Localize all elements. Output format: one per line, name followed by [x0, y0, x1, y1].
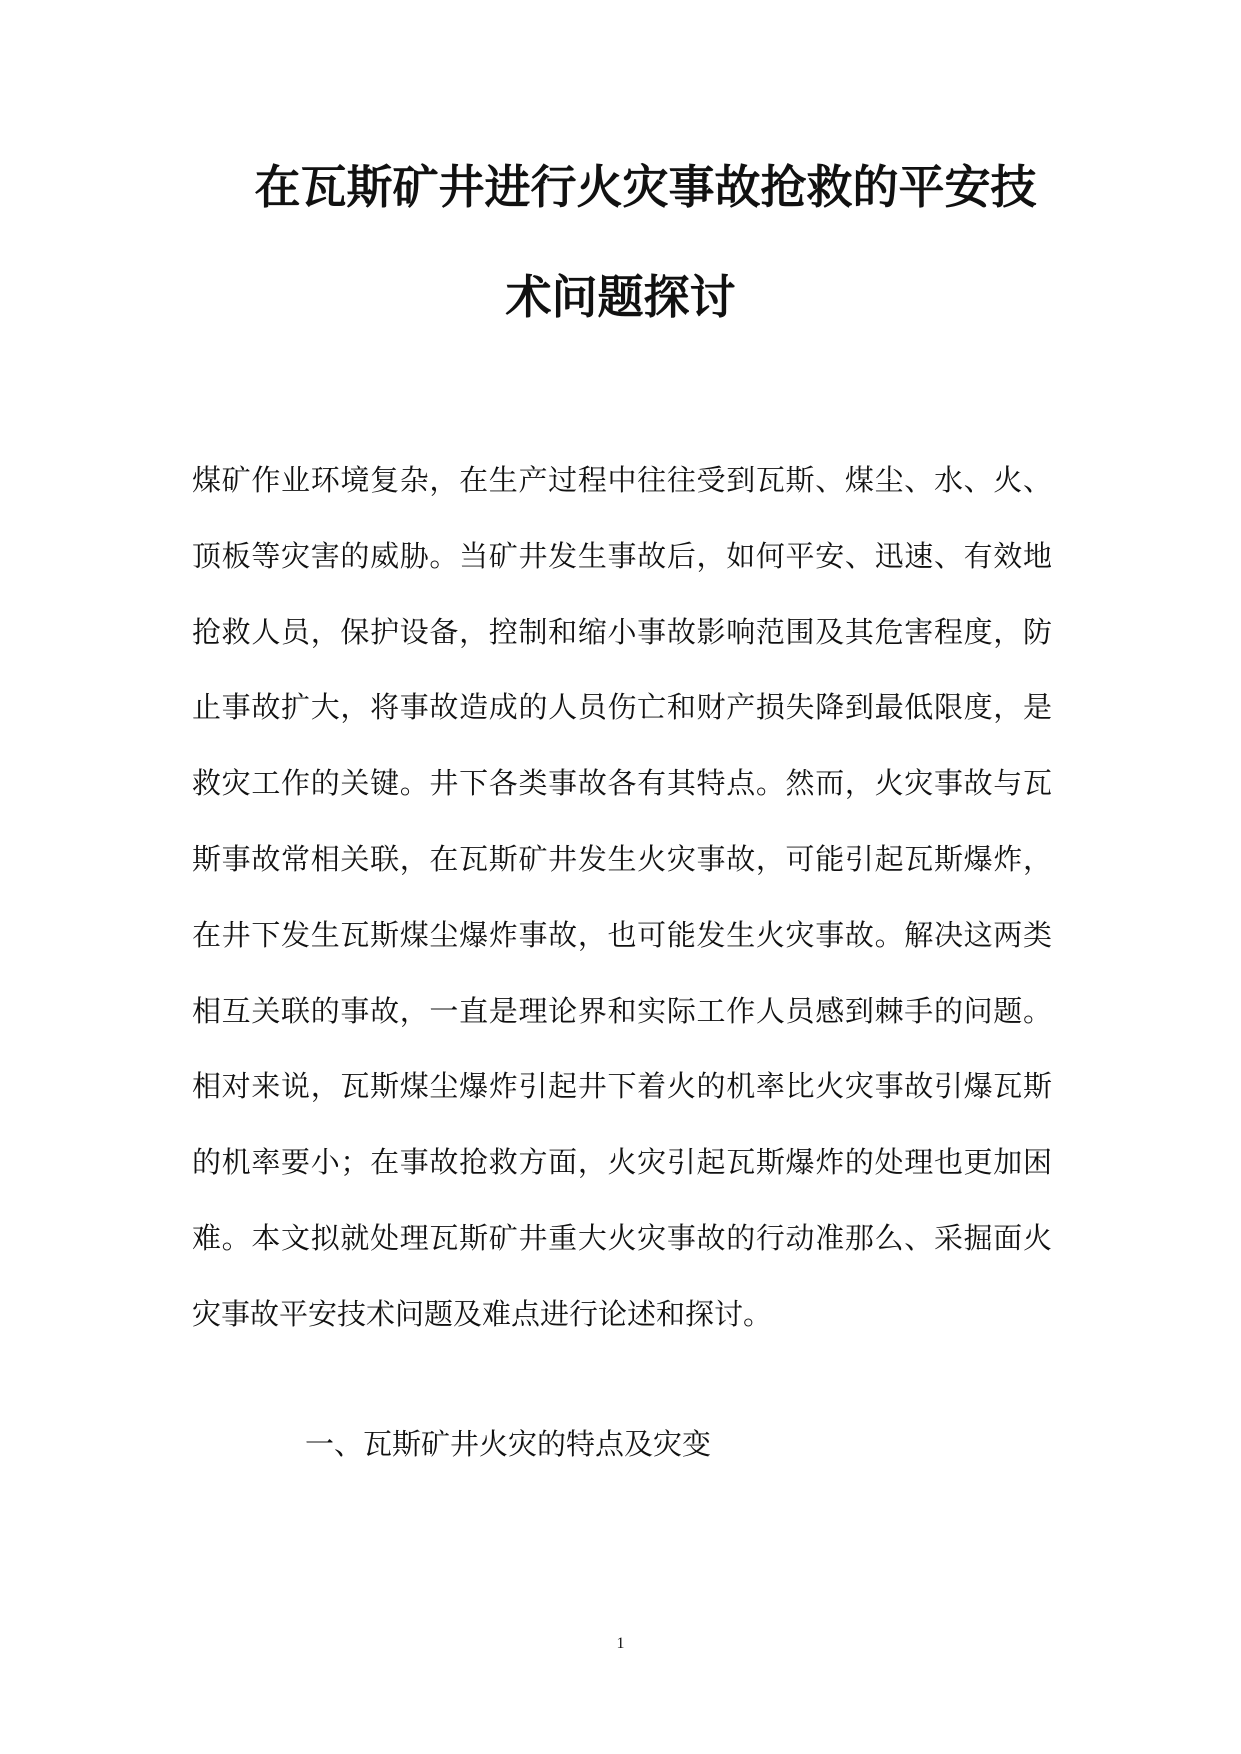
paragraph-line: 灾事故平安技术问题及难点进行论述和探讨。	[192, 1296, 773, 1331]
paragraph-line: 顶板等灾害的威胁。当矿井发生事故后，如何平安、迅速、有效地	[192, 538, 1052, 573]
paragraph-line: 相对来说，瓦斯煤尘爆炸引起井下着火的机率比火灾事故引爆瓦斯	[192, 1069, 1052, 1104]
intro-paragraph	[192, 443, 1052, 1353]
paragraph-line: 的机率要小；在事故抢救方面，火灾引起瓦斯爆炸的处理也更加困	[192, 1145, 1052, 1180]
paragraph-line: 在井下发生瓦斯煤尘爆炸事故，也可能发生火灾事故。解决这两类	[192, 917, 1052, 952]
paragraph-line: 止事故扩大，将事故造成的人员伤亡和财产损失降到最低限度，是	[192, 690, 1052, 725]
document-title-line-1: 在瓦斯矿井进行火灾事故抢救的平安技	[254, 160, 1037, 214]
paragraph-line: 相互关联的事故，一直是理论界和实际工作人员感到棘手的问题。	[192, 993, 1052, 1028]
paragraph-line: 救灾工作的关键。井下各类事故各有其特点。然而，火灾事故与瓦	[192, 766, 1052, 801]
paragraph-line: 抢救人员，保护设备，控制和缩小事故影响范围及其危害程度，防	[192, 614, 1052, 649]
section-heading: 一、瓦斯矿井火灾的特点及灾变	[305, 1427, 712, 1461]
paragraph-line: 难。本文拟就处理瓦斯矿井重大火灾事故的行动准那么、采掘面火	[192, 1220, 1052, 1255]
document-title-line-2: 术问题探讨	[505, 270, 736, 324]
paragraph-line: 斯事故常相关联，在瓦斯矿井发生火灾事故，可能引起瓦斯爆炸，	[192, 841, 1052, 876]
page-number: 1	[616, 1635, 625, 1652]
paragraph-line: 煤矿作业环境复杂，在生产过程中往往受到瓦斯、煤尘、水、火、	[192, 463, 1052, 497]
